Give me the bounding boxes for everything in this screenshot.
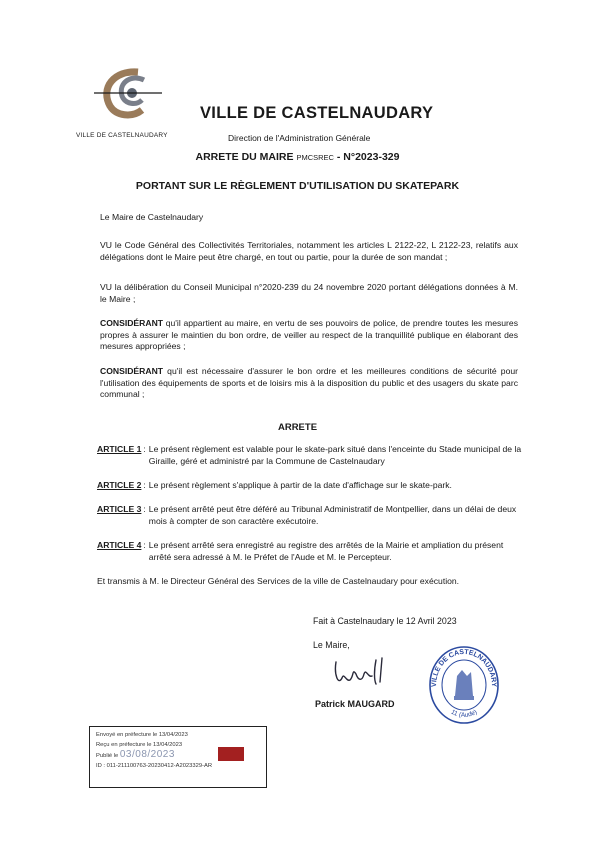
arrete-prefix: ARRETE DU MAIRE <box>195 151 294 163</box>
handwritten-signature <box>330 652 404 694</box>
article-4: ARTICLE 4 : Le présent arrêté sera enregistré au registre des arrêtés de la Mairie et ampliation du présent arrêté sera adressé à M. le Préfet de l'Aude et M. le Percepteur. <box>97 540 522 563</box>
city-logo <box>88 66 166 126</box>
prefecture-receipt-box <box>89 726 267 788</box>
signer-title: Le Maire, <box>313 640 350 650</box>
article-2: ARTICLE 2 : Le présent règlement s'applique à partir de la date d'affichage sur le skate-park. <box>97 480 522 492</box>
decision-title: ARRETE <box>277 422 318 433</box>
article-1: ARTICLE 1 : Le présent règlement est valable pour le skate-park situé dans l'enceinte du Stade municipal de la Giraille, géré et administré par la Commune de Castelnaudary <box>97 444 522 466</box>
article-text: Le présent arrêté sera enregistré au registre des arrêtés de la Mairie et ampliation du présent arrêté sera adressé à M. le Préfet de l'Aude et M. le Percepteur. <box>148 540 504 562</box>
logo-caption: VILLE DE CASTELNAUDARY <box>76 132 168 139</box>
receipt-id-line: ID : 011-211100763-20230412-A2023329-AR <box>96 762 213 769</box>
arrete-code: PMCSREC <box>296 153 334 162</box>
published-label: Publié le <box>96 753 119 759</box>
considerant-label: CONSIDÉRANT <box>100 366 164 376</box>
article-text: Le présent règlement s'applique à partir de la date d'affichage sur le skate-park. <box>148 480 452 490</box>
signer-name: Patrick MAUGARD <box>315 699 395 709</box>
document-subject: PORTANT SUR LE RÈGLEMENT D'UTILISATION DU SKATEPARK <box>135 180 460 192</box>
seal-text-bottom: 11 (Aude) <box>449 708 479 720</box>
considerant-text: qu'il est nécessaire d'assurer le bon ordre et les meilleures conditions de sécurité pour l'utilisation des équipements de sports et de loisirs mis à la disposition du public et des usagers du skate parc communal ; <box>100 366 518 399</box>
considerant-label: CONSIDÉRANT <box>100 318 164 328</box>
considerant-paragraph-1 <box>100 318 518 353</box>
transmis-paragraph: Et transmis à M. le Directeur Général des Services de la ville de Castelnaudary pour exécution. <box>97 576 460 586</box>
direction-name: Direction de l'Administration Générale <box>228 133 371 143</box>
article-label: ARTICLE 2 <box>97 480 142 490</box>
receipt-received-line: Reçu en préfecture le 13/04/2023 <box>96 741 183 748</box>
city-name: VILLE DE CASTELNAUDARY <box>200 104 434 122</box>
arrete-number <box>0 151 595 163</box>
city-seal-stamp <box>427 644 501 726</box>
article-text: Le présent arrêté peut être déféré au Tribunal Administratif de Montpellier, dans un délai de deux mois à compter de son caractère exécutoire. <box>148 504 517 526</box>
article-label: ARTICLE 3 <box>97 504 142 514</box>
vu-paragraph-1: VU le Code Général des Collectivités Territoriales, notamment les articles L 2122-22, L 2122-23, relatifs aux délégations dont le Maire peut être chargé, en tout ou partie, pour la durée de son mandat ; <box>100 240 518 262</box>
place-date: Fait à Castelnaudary le 12 Avril 2023 <box>313 616 457 626</box>
article-text: Le présent règlement est valable pour le skate-park situé dans l'enceinte du Stade municipal de la Giraille, géré et administré par la Commune de Castelnaudary <box>148 444 522 466</box>
arrete-id: - N°2023-329 <box>336 151 400 163</box>
seal-text-top: VILLE DE CASTELNAUDARY <box>430 648 498 688</box>
considerant-paragraph-2 <box>100 366 518 401</box>
intro-paragraph: Le Maire de Castelnaudary <box>100 212 204 222</box>
article-label: ARTICLE 1 <box>97 444 142 454</box>
article-label: ARTICLE 4 <box>97 540 142 550</box>
article-3: ARTICLE 3 : Le présent arrêté peut être déféré au Tribunal Administratif de Montpellier, dans un délai de deux mois à compter de son caractère exécutoire. <box>97 504 522 527</box>
considerant-text: qu'il appartient au maire, en vertu de ses pouvoirs de police, de prendre toutes les mesures propres à assurer le maintien du bon ordre, de veiller au respect de la tranquillité publique en élaborant des mesures appropriées ; <box>100 318 518 351</box>
published-date: 03/08/2023 <box>119 749 175 760</box>
receipt-sent-line: Envoyé en préfecture le 13/04/2023 <box>96 732 188 738</box>
vu-paragraph-2: VU la délibération du Conseil Municipal n°2020-239 du 24 novembre 2020 portant délégations données à M. le Maire ; <box>100 282 518 304</box>
receipt-stamp-logo <box>218 747 244 761</box>
